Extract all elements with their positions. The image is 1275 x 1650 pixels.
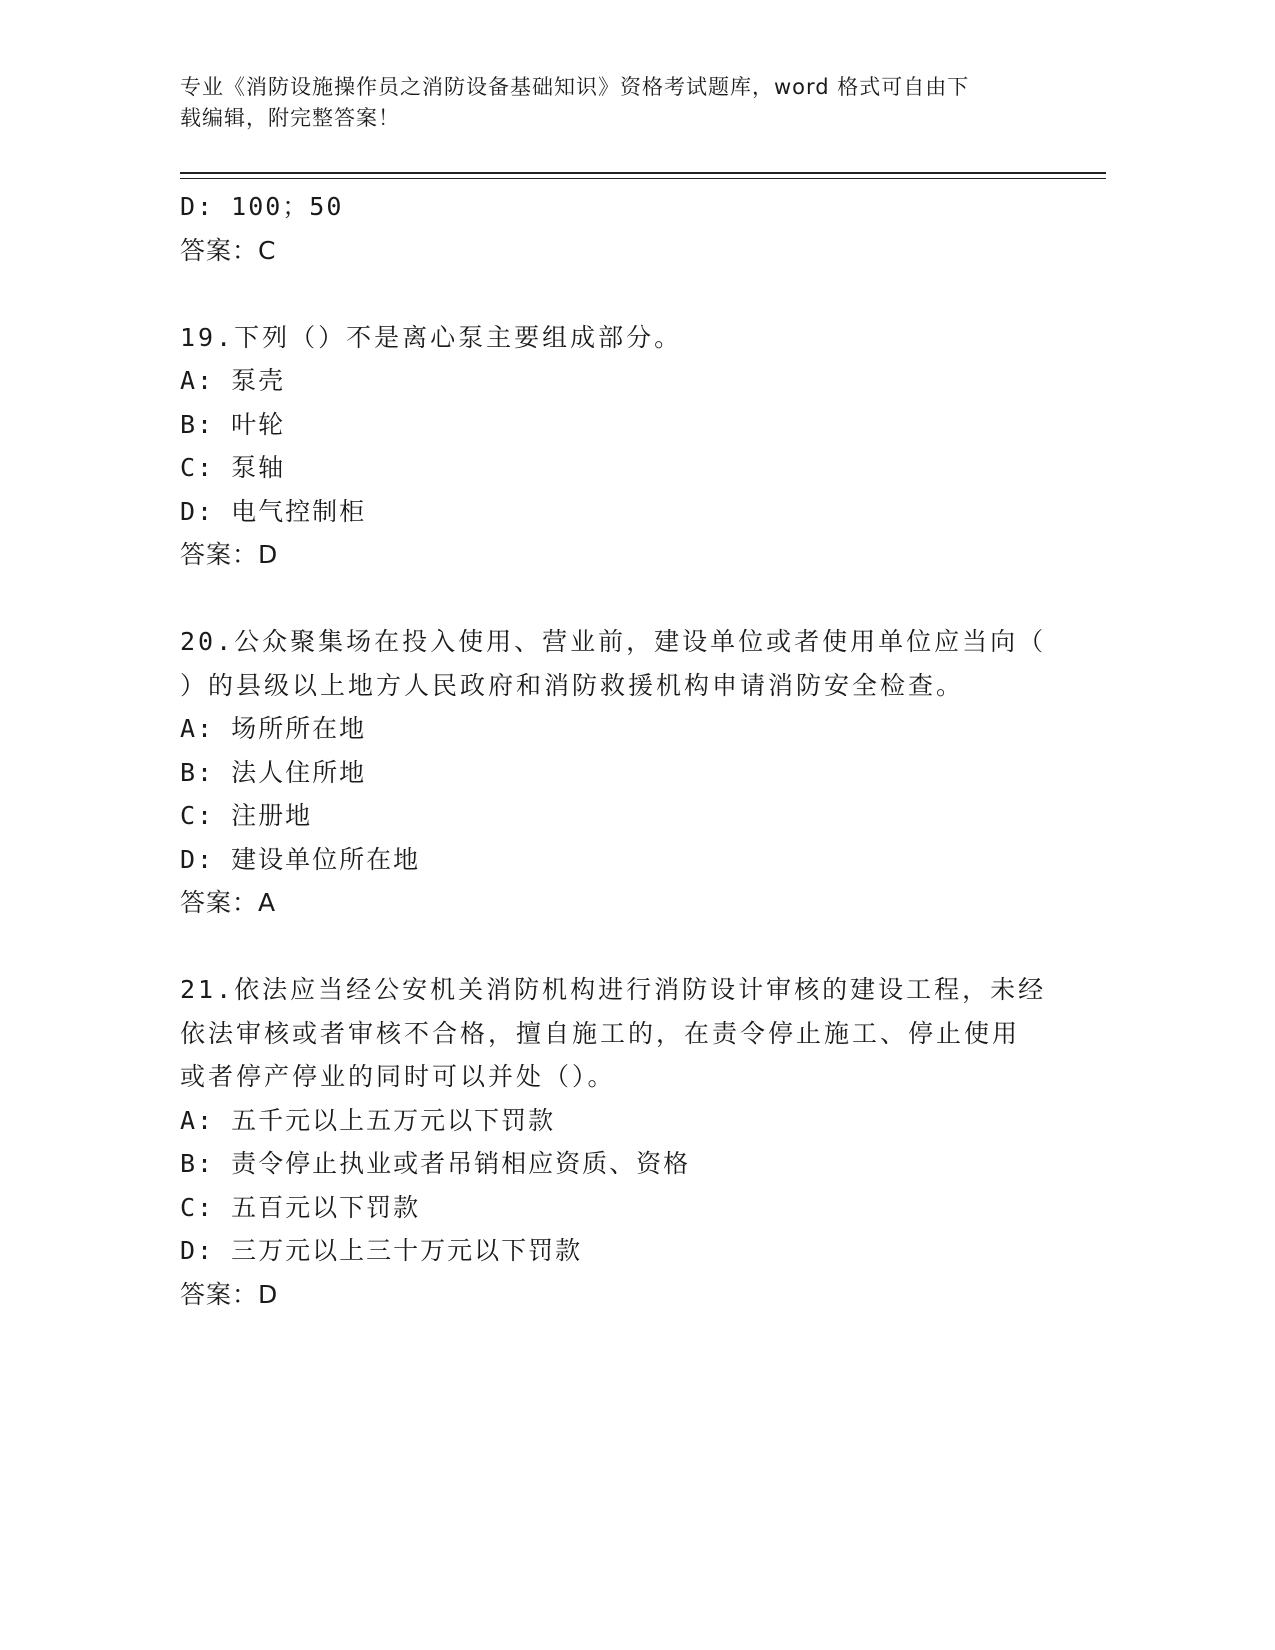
document-header [180, 72, 1040, 134]
option-a: A: 泵壳 [180, 366, 286, 395]
prev-question-option-d: D: 100；50 [180, 192, 344, 221]
question-list [180, 185, 1060, 1316]
question-21 [180, 968, 1060, 1316]
option-d: D: 建设单位所在地 [180, 844, 421, 874]
spacer [180, 577, 1060, 621]
question-stem: 依法审核或者审核不合格，擅自施工的，在责令停止施工、停止使用 [180, 1018, 1021, 1048]
answer: 答案：D [180, 1279, 279, 1309]
question-stem: 19.下列（）不是离心泵主要组成部分。 [180, 322, 683, 352]
question-stem: 或者停产停业的同时可以并处（）。 [180, 1062, 616, 1091]
answer: 答案：A [180, 888, 277, 917]
option-b: B: 责令停止执业或者吊销相应资质、资格 [180, 1149, 691, 1178]
option-b: B: 叶轮 [180, 409, 286, 439]
option-d: D: 三万元以上三十万元以下罚款 [180, 1236, 583, 1265]
answer: 答案：D [180, 540, 279, 569]
option-a: A: 场所所在地 [180, 714, 367, 743]
spacer [180, 272, 1060, 316]
question-19 [180, 316, 1060, 577]
header-divider-thin [180, 178, 1106, 179]
option-c: C: 五百元以下罚款 [180, 1192, 421, 1222]
header-divider-thick [180, 172, 1106, 174]
option-b: B: 法人住所地 [180, 757, 367, 787]
question-stem: 20.公众聚集场在投入使用、营业前，建设单位或者使用单位应当向（ [180, 627, 1047, 656]
spacer [180, 925, 1060, 969]
option-c: C: 泵轴 [180, 453, 286, 482]
header-line-1: 专业《消防设施操作员之消防设备基础知识》资格考试题库，word 格式可自由下 [180, 75, 970, 99]
prev-question-answer: 答案：C [180, 235, 277, 265]
question-stem: 21.依法应当经公安机关消防机构进行消防设计审核的建设工程，未经 [180, 975, 1047, 1004]
option-d: D: 电气控制柜 [180, 496, 367, 526]
question-20 [180, 620, 1060, 925]
question-stem: ）的县级以上地方人民政府和消防救援机构申请消防安全检查。 [180, 670, 965, 700]
option-a: A: 五千元以上五万元以下罚款 [180, 1105, 556, 1135]
option-c: C: 注册地 [180, 801, 313, 830]
header-line-2: 载编辑，附完整答案！ [180, 106, 400, 130]
